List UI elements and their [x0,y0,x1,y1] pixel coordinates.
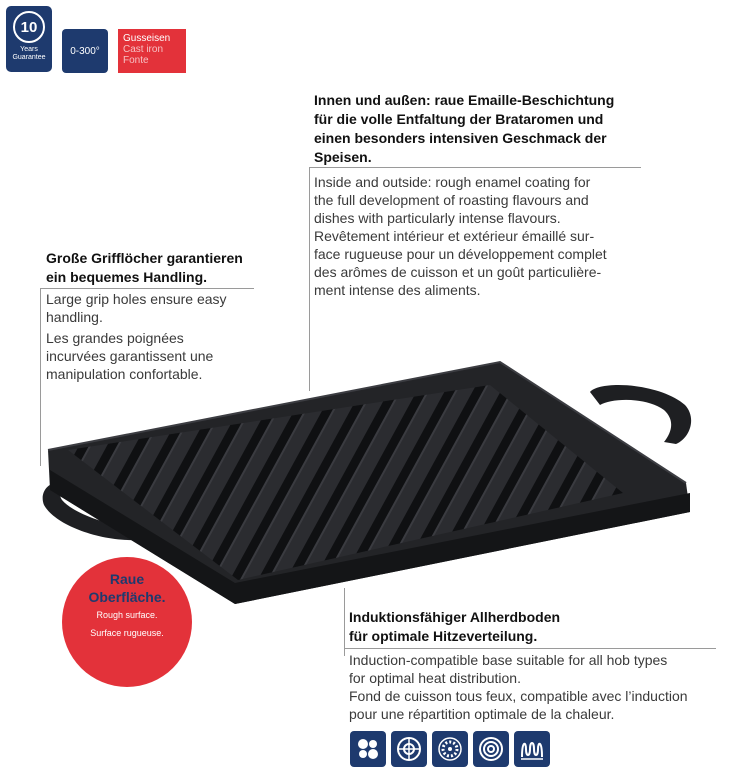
material-en: Cast iron [123,44,164,55]
material-fr: Fonte [123,55,149,66]
induction-divider [344,648,716,649]
enamel-heading: Innen und außen: raue Emaille-Beschichtung für die volle Entfaltung der Brataromen und einen besonders intensiven Geschmack der Speisen. [314,92,615,165]
induction-hob-icon [514,731,550,767]
electric-hob-icon [350,731,386,767]
guarantee-label: Guarantee [12,54,46,61]
guarantee-years-label: Years [20,46,38,53]
induction-body: Induction-compatible base suitable for all hob types for optimal heat distribution. Fond de cuisson tous feux, compatible avec l’induction pour une répartition optimale de la chaleur. [349,652,688,722]
induction-heading: Induktionsfähiger Allherdboden für optimale Hitzeverteilung. [349,609,561,644]
halogen-hob-icon [473,731,509,767]
gas-hob-icon [432,731,468,767]
grip-body: Large grip holes ensure easy handling. Les grandes poignées incurvées garantissent une manipulation confortable. [46,291,227,382]
material-de: Gusseisen [123,33,171,44]
temperature-badge: 0-300° [62,29,108,73]
enamel-body: Inside and outside: rough enamel coating for the full development of roasting flavours and dishes with particularly intense flavours. Revêtement intérieur et extérieur émaillé sur- face rugueuse pour un développement complet des arômes de cuisson et un goût particulière- ment intense des aliments. [314,174,607,298]
rough-surface-badge: Raue Oberfläche. Rough surface. Surface rugueuse. [62,557,192,687]
ceramic-hob-icon [391,731,427,767]
grip-heading: Große Grifflöcher garantieren ein bequemes Handling. [46,250,243,285]
guarantee-years-number: 10 [13,11,45,43]
induction-leader-line [344,588,345,656]
